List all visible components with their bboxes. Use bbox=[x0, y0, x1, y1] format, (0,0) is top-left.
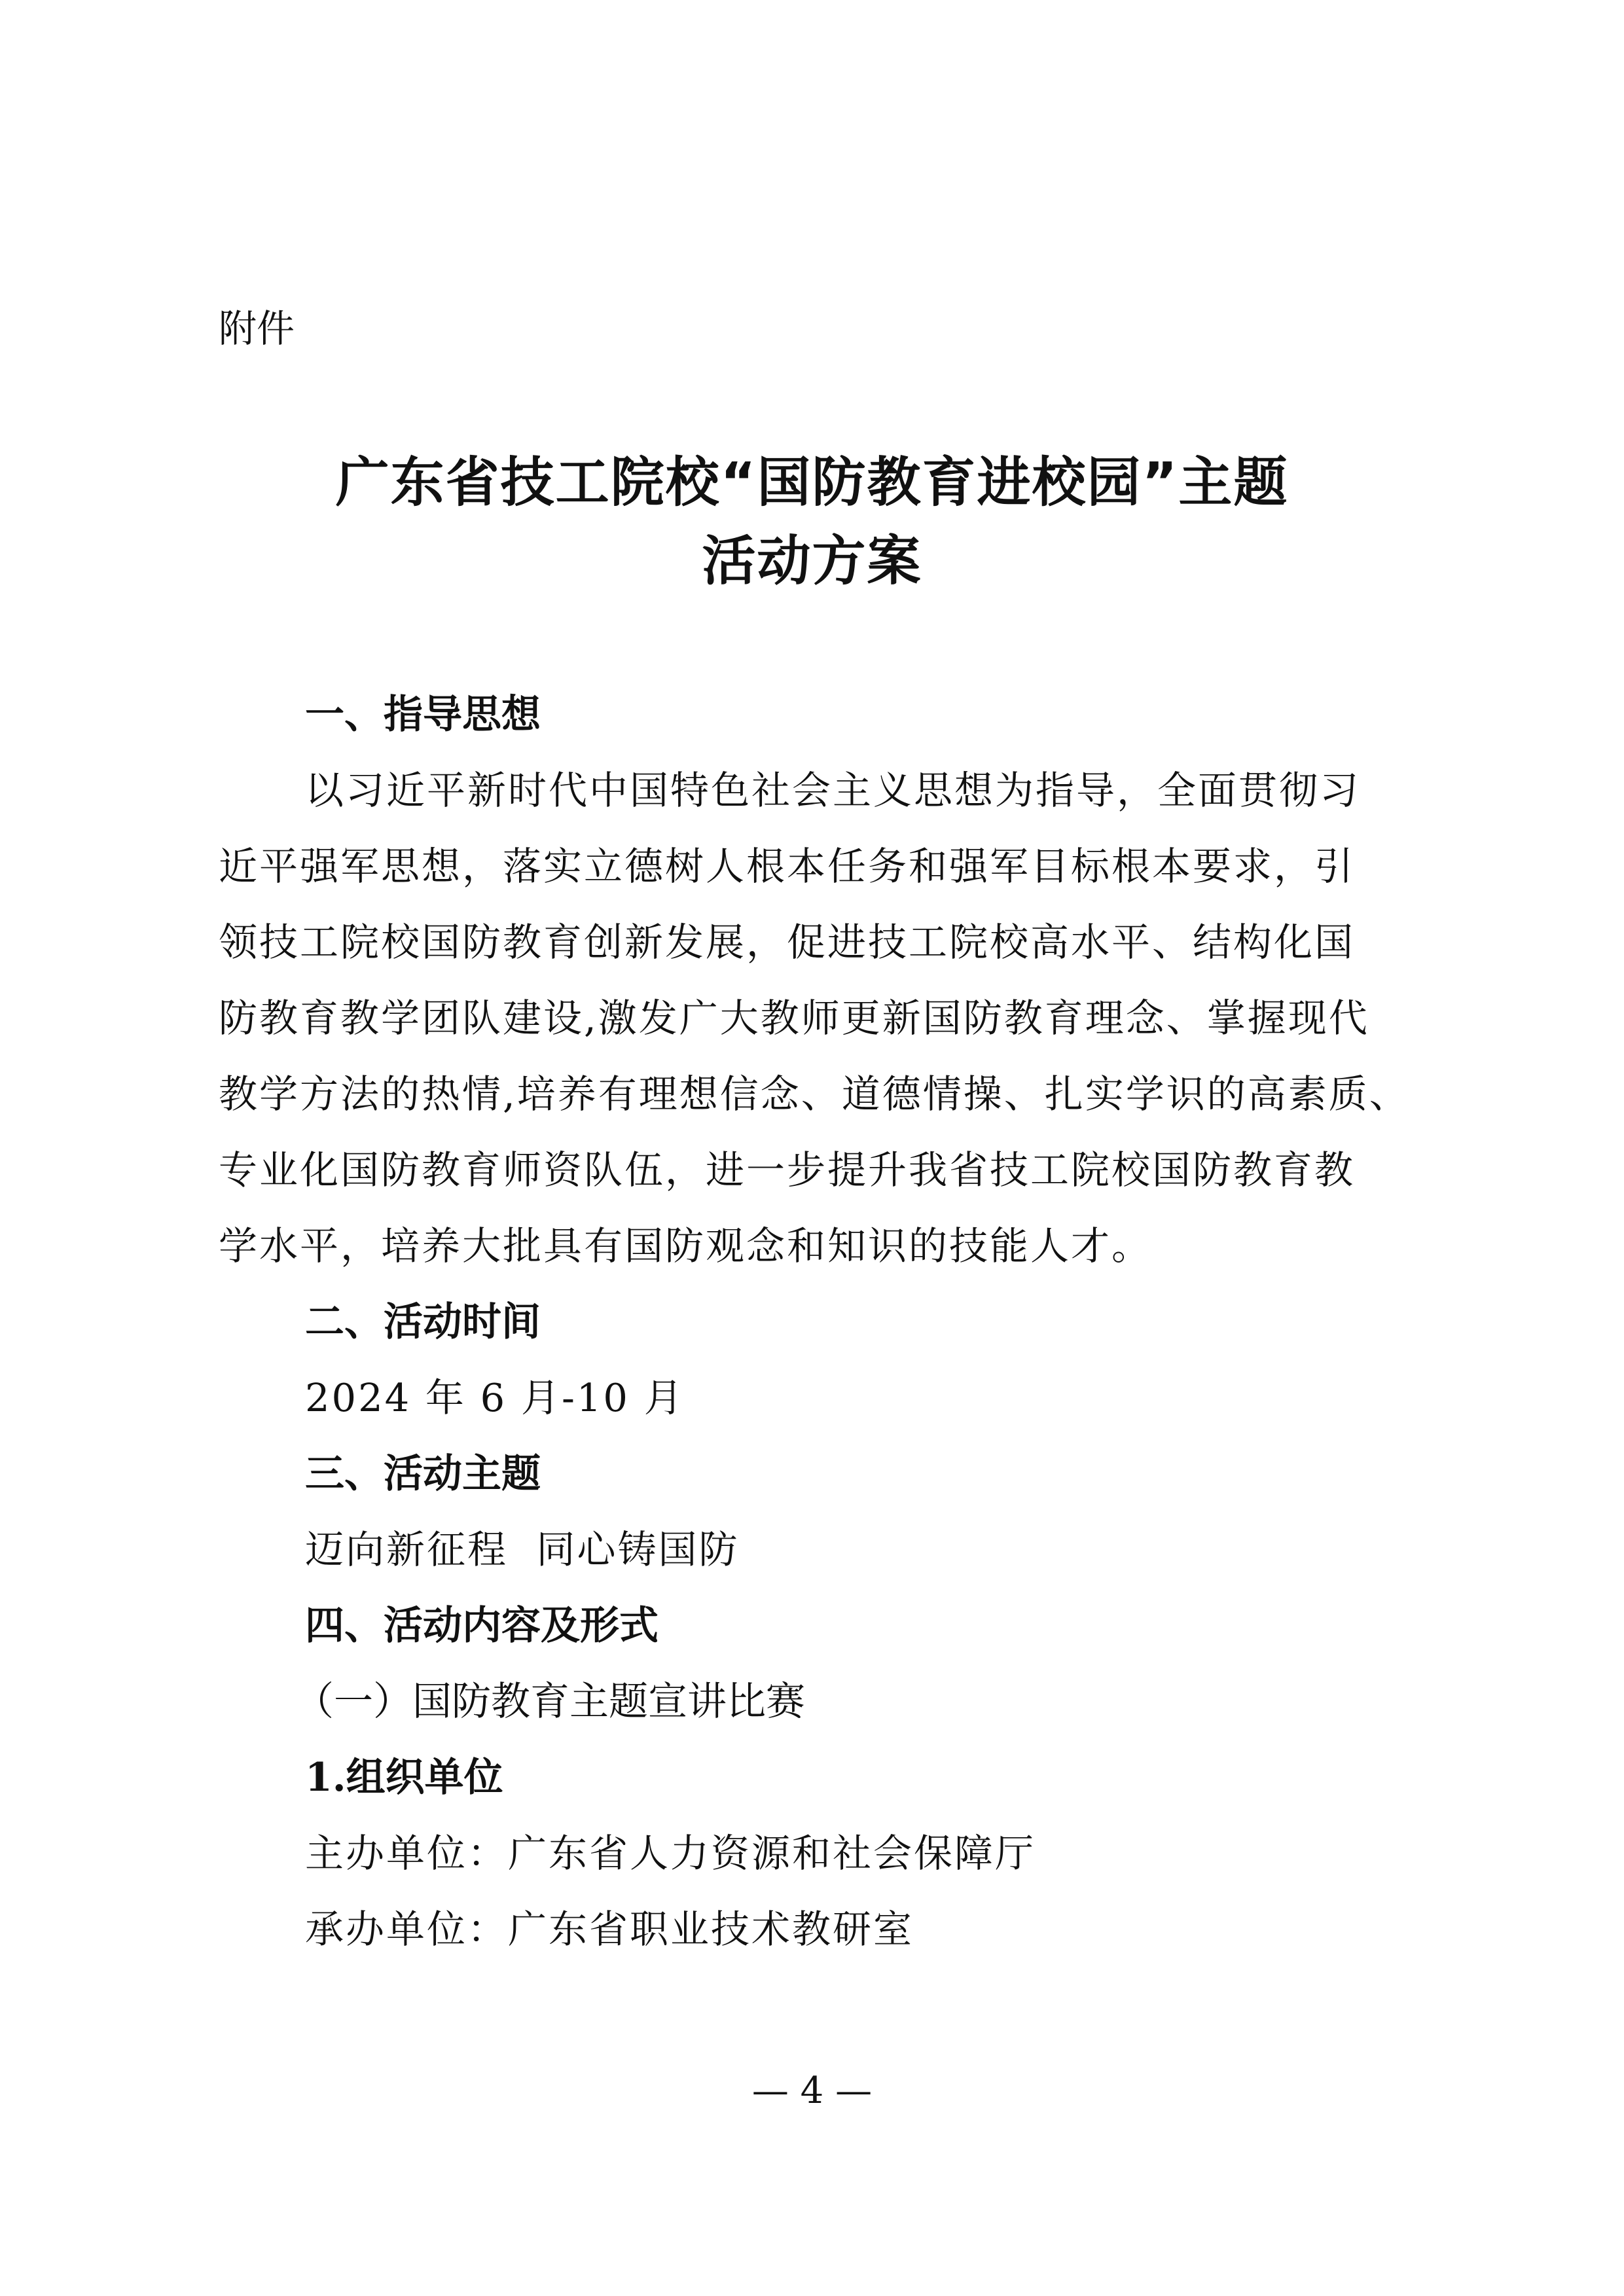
section-heading-content-and-form: 四、活动内容及形式 bbox=[305, 1603, 659, 1649]
activity-time-value: 2024 年 6 月-10 月 bbox=[305, 1375, 685, 1420]
organizing-unit: 承办单位：广东省职业技术教研室 bbox=[305, 1907, 914, 1952]
host-organization: 主办单位：广东省人力资源和社会保障厅 bbox=[305, 1831, 1036, 1876]
paragraph-line: 领技工院校国防教育创新发展，促进技工院校高水平、结构化国 bbox=[219, 920, 1356, 965]
page-number: — 4 — bbox=[751, 2070, 873, 2112]
item-heading-organizers: 1.组织单位 bbox=[305, 1755, 503, 1801]
section-heading-activity-time: 二、活动时间 bbox=[305, 1299, 541, 1345]
document-title-line2: 活动方案 bbox=[702, 530, 922, 592]
subsection-heading-lecture-contest: （一）国防教育主题宣讲比赛 bbox=[295, 1679, 805, 1725]
section-heading-activity-theme: 三、活动主题 bbox=[305, 1451, 541, 1497]
section-heading-guiding-ideology: 一、指导思想 bbox=[305, 692, 541, 738]
activity-theme-value: 迈向新征程 同心铸国防 bbox=[305, 1527, 740, 1572]
paragraph-line: 教学方法的热情,培养有理想信念、道德情操、扎实学识的高素质、 bbox=[219, 1071, 1410, 1117]
paragraph-line: 以习近平新时代中国特色社会主义思想为指导，全面贯彻习 bbox=[305, 768, 1361, 813]
document-title-line1: 广东省技工院校“国防教育进校园”主题 bbox=[335, 452, 1289, 514]
paragraph-line: 防教育教学团队建设,激发广大教师更新国防教育理念、掌握现代 bbox=[219, 996, 1369, 1041]
paragraph-line: 专业化国防教育师资队伍，进一步提升我省技工院校国防教育教 bbox=[219, 1147, 1356, 1193]
paragraph-line: 近平强军思想，落实立德树人根本任务和强军目标根本要求，引 bbox=[219, 844, 1356, 889]
paragraph-line: 学水平，培养大批具有国防观念和知识的技能人才。 bbox=[219, 1223, 1153, 1268]
attachment-label: 附件 bbox=[219, 306, 295, 351]
